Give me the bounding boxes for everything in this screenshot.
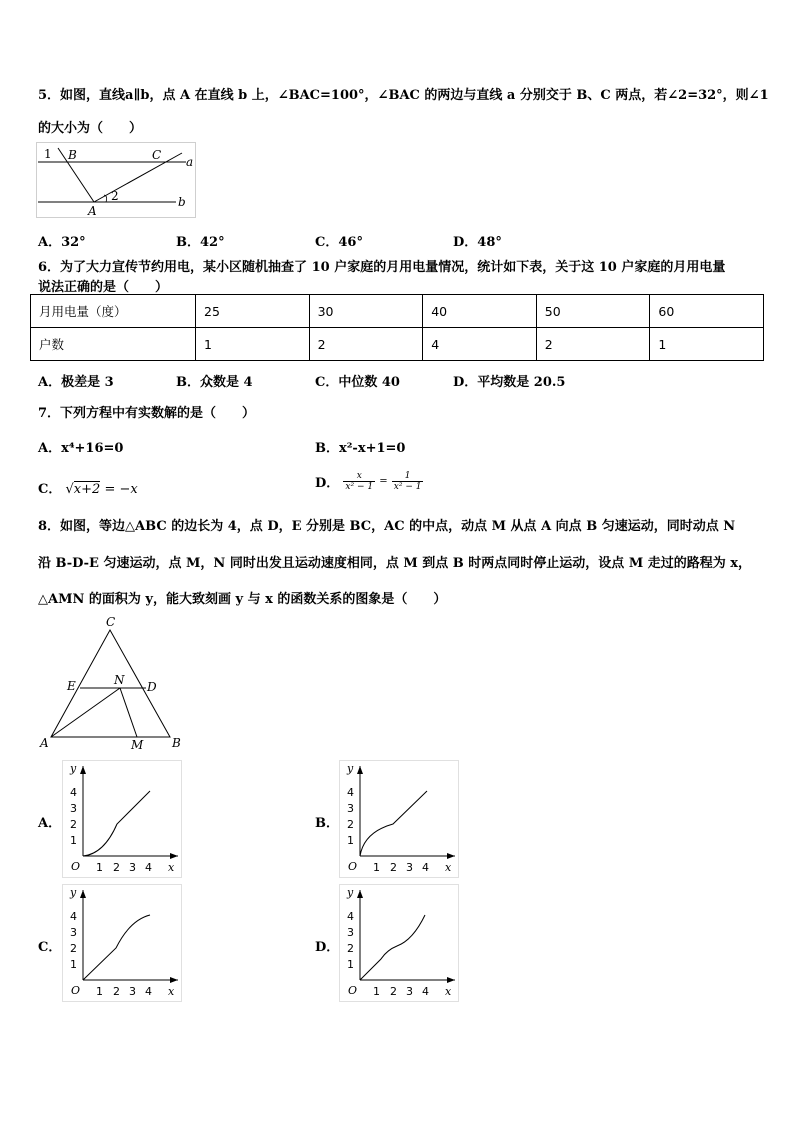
- q7-stem: 7．下列方程中有实数解的是（ ）: [38, 406, 256, 421]
- y-tick-label: 4: [347, 786, 354, 799]
- label-1: 1: [44, 147, 52, 161]
- q6-option-d: D．平均数是 20.5: [453, 375, 566, 390]
- label-B: B: [172, 736, 181, 750]
- y-axis-label: y: [347, 886, 354, 899]
- table-cell: 1: [650, 328, 764, 361]
- curve-d: [360, 915, 425, 980]
- q8-option-a-label: A．: [38, 816, 62, 831]
- y-axis-label: y: [347, 762, 354, 775]
- label-2: 2: [111, 189, 119, 203]
- q8-option-b-label: B．: [315, 816, 339, 831]
- y-tick-label: 1: [70, 834, 77, 847]
- y-tick-label: 2: [70, 818, 77, 831]
- y-tick-label: 2: [70, 942, 77, 955]
- q8-triangle-figure: [36, 612, 188, 754]
- table-cell: 月用电量（度）: [31, 295, 196, 328]
- y-tick-label: 3: [70, 926, 77, 939]
- q8-option-d-label: D．: [315, 940, 340, 955]
- q6-table: [30, 294, 764, 361]
- q5-figure-frame: [37, 143, 196, 218]
- q6-stem-line2: 说法正确的是（ ）: [38, 280, 169, 295]
- q7-option-d: [315, 471, 423, 492]
- x-tick-label: 3: [129, 861, 136, 874]
- q5-option-c: C．46°: [315, 235, 363, 250]
- fraction-2-denominator: x² − 1: [393, 482, 422, 492]
- x-tick-label: 2: [390, 861, 397, 874]
- curve-c: [83, 915, 150, 980]
- label-N: N: [114, 673, 125, 687]
- label-C: C: [106, 615, 116, 629]
- y-tick-label: 4: [70, 786, 77, 799]
- y-axis-label: y: [70, 886, 77, 899]
- y-axis-arrow: [357, 766, 363, 774]
- q8-graph-a: [62, 760, 182, 878]
- x-tick-label: 2: [113, 985, 120, 998]
- q8-stem-line3: △AMN 的面积为 y，能大致刻画 y 与 x 的函数关系的图象是（ ）: [38, 592, 447, 607]
- x-tick-label: 1: [373, 985, 380, 998]
- x-tick-label: 4: [422, 861, 429, 874]
- x-tick-label: 2: [113, 861, 120, 874]
- label-E: E: [67, 679, 76, 693]
- label-M: M: [131, 738, 144, 752]
- sqrt-symbol: √: [65, 482, 74, 497]
- fraction-2-numerator: 1: [392, 471, 424, 482]
- table-cell: 户数: [31, 328, 196, 361]
- q5-figure: [36, 142, 196, 218]
- q5-option-a: A．32°: [38, 235, 86, 250]
- q7-option-c-rhs: = −x: [104, 482, 138, 497]
- table-cell: 60: [650, 295, 764, 328]
- table-cell: 2: [536, 328, 650, 361]
- fraction-2: [392, 471, 424, 492]
- x-tick-label: 4: [145, 861, 152, 874]
- table-cell: 4: [423, 328, 537, 361]
- x-tick-label: 3: [129, 985, 136, 998]
- q8-stem-line2: 沿 B-D-E 匀速运动，点 M，N 同时出发且运动速度相同，点 M 到点 B 时两点同时停止运动，设点 M 走过的路程为 x，: [38, 556, 752, 571]
- q8-graph-b: [339, 760, 459, 878]
- fraction-1-numerator: x: [343, 471, 375, 482]
- q5-option-b: B．42°: [176, 235, 225, 250]
- y-tick-label: 2: [347, 818, 354, 831]
- origin-label: O: [71, 984, 81, 997]
- y-axis-arrow: [357, 890, 363, 898]
- x-tick-label: 1: [96, 861, 103, 874]
- table-cell: 1: [196, 328, 310, 361]
- y-tick-label: 4: [347, 910, 354, 923]
- y-tick-label: 1: [347, 958, 354, 971]
- x-axis-arrow: [170, 977, 178, 983]
- q8-graph-c: [62, 884, 182, 1002]
- x-tick-label: 1: [96, 985, 103, 998]
- table-cell: 2: [309, 328, 423, 361]
- x-tick-label: 3: [406, 985, 413, 998]
- table-row: [31, 295, 764, 328]
- origin-label: O: [348, 984, 358, 997]
- label-C: C: [152, 148, 162, 162]
- segment-AN: [51, 688, 120, 737]
- q7-option-a: A．x⁴+16=0: [38, 441, 124, 456]
- q6-option-c: C．中位数 40: [315, 375, 400, 390]
- x-axis-arrow: [447, 977, 455, 983]
- label-a: a: [186, 155, 194, 169]
- graph-frame: [340, 885, 459, 1002]
- graph-frame: [63, 885, 182, 1002]
- table-cell: 30: [309, 295, 423, 328]
- label-A: A: [40, 736, 49, 750]
- graph-frame: [340, 761, 459, 878]
- origin-label: O: [71, 860, 81, 873]
- fraction-1-denominator: x² − 1: [345, 482, 374, 492]
- q5-stem-line2: 的大小为（ ）: [38, 121, 143, 136]
- q7-option-b: B．x²-x+1=0: [315, 441, 406, 456]
- y-tick-label: 1: [347, 834, 354, 847]
- x-tick-label: 1: [373, 861, 380, 874]
- x-tick-label: 3: [406, 861, 413, 874]
- q7-option-c: [38, 478, 138, 497]
- label-D: D: [147, 680, 157, 694]
- curve-a: [83, 791, 150, 856]
- q7-option-d-label: D．: [315, 476, 340, 491]
- x-axis-label: x: [168, 985, 175, 998]
- q6-option-b: B．众数是 4: [176, 375, 253, 390]
- line-AC: [94, 153, 182, 202]
- q8-stem-line1: 8．如图，等边△ABC 的边长为 4，点 D，E 分别是 BC，AC 的中点，动点 M 从点 A 向点 B 匀速运动，同时动点 N: [38, 519, 736, 534]
- curve-b: [360, 791, 427, 856]
- table-cell: 25: [196, 295, 310, 328]
- y-tick-label: 4: [70, 910, 77, 923]
- table-cell: 40: [423, 295, 537, 328]
- x-axis-arrow: [170, 853, 178, 859]
- x-tick-label: 4: [145, 985, 152, 998]
- label-A: A: [88, 204, 97, 218]
- y-tick-label: 2: [347, 942, 354, 955]
- x-tick-label: 2: [390, 985, 397, 998]
- y-tick-label: 3: [347, 926, 354, 939]
- q6-stem-line1: 6．为了大力宣传节约用电，某小区随机抽查了 10 户家庭的月用电量情况，统计如下表，关于这 10 户家庭的月用电量: [38, 260, 726, 275]
- label-b: b: [178, 195, 186, 209]
- label-B: B: [68, 148, 77, 162]
- y-axis-arrow: [80, 766, 86, 774]
- x-tick-label: 4: [422, 985, 429, 998]
- x-axis-label: x: [445, 861, 452, 874]
- fraction-1: [343, 471, 375, 492]
- x-axis-label: x: [445, 985, 452, 998]
- q5-option-d: D．48°: [453, 235, 502, 250]
- q7-option-c-label: C．: [38, 482, 62, 497]
- y-tick-label: 3: [70, 802, 77, 815]
- q6-option-a: A．极差是 3: [38, 375, 114, 390]
- table-row: [31, 328, 764, 361]
- y-axis-arrow: [80, 890, 86, 898]
- segment-NM: [120, 688, 137, 737]
- equals-sign: =: [379, 476, 388, 487]
- y-tick-label: 1: [70, 958, 77, 971]
- q8-graph-d: [339, 884, 459, 1002]
- q5-stem-line1: 5．如图，直线a∥b，点 A 在直线 b 上，∠BAC=100°，∠BAC 的两边与直线 a 分别交于 B、C 两点，若∠2=32°，则∠1: [38, 88, 769, 103]
- y-tick-label: 3: [347, 802, 354, 815]
- q7-option-c-radicand: x+2: [73, 482, 101, 497]
- q8-option-c-label: C．: [38, 940, 62, 955]
- x-axis-arrow: [447, 853, 455, 859]
- x-axis-label: x: [168, 861, 175, 874]
- y-axis-label: y: [70, 762, 77, 775]
- table-cell: 50: [536, 295, 650, 328]
- origin-label: O: [348, 860, 358, 873]
